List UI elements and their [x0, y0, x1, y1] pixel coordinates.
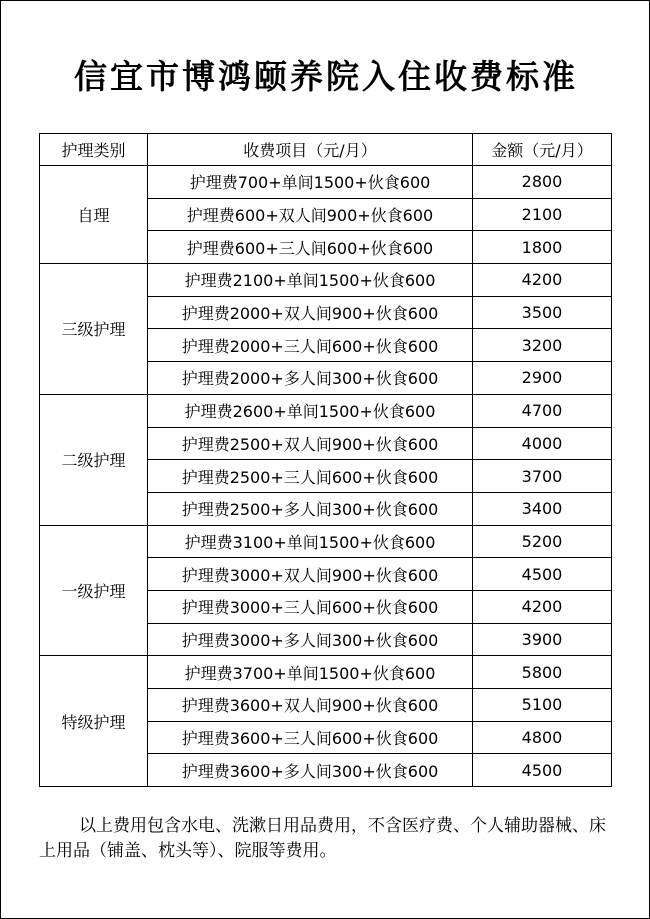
- fee-item-cell: 护理费600+三人间600+伙食600: [148, 231, 473, 264]
- fee-table: [39, 133, 612, 787]
- care-category-cell: 二级护理: [40, 394, 148, 525]
- amount-cell: 2100: [473, 198, 612, 231]
- table-row: [40, 166, 612, 199]
- header-amount: 金额（元/月）: [473, 134, 612, 166]
- table-header-row: [40, 134, 612, 166]
- amount-cell: 4200: [473, 590, 612, 623]
- amount-cell: 4500: [473, 558, 612, 591]
- footnote: 以上费用包含水电、洗漱日用品费用，不含医疗费、个人辅助器械、床上用品（铺盖、枕头等）、院服等费用。: [39, 816, 606, 861]
- table-row: [40, 656, 612, 689]
- amount-cell: 4800: [473, 721, 612, 754]
- amount-cell: 4200: [473, 264, 612, 297]
- fee-item-cell: 护理费2000+多人间300+伙食600: [148, 362, 473, 395]
- amount-cell: 3500: [473, 296, 612, 329]
- fee-item-cell: 护理费2600+单间1500+伙食600: [148, 394, 473, 427]
- fee-item-cell: 护理费2000+双人间900+伙食600: [148, 296, 473, 329]
- fee-item-cell: 护理费3000+双人间900+伙食600: [148, 558, 473, 591]
- amount-cell: 4700: [473, 394, 612, 427]
- amount-cell: 3200: [473, 329, 612, 362]
- amount-cell: 5200: [473, 525, 612, 558]
- amount-cell: 5100: [473, 689, 612, 722]
- fee-item-cell: 护理费2500+三人间600+伙食600: [148, 460, 473, 493]
- header-care-category: 护理类别: [40, 134, 148, 166]
- header-fee-items: 收费项目（元/月）: [148, 134, 473, 166]
- fee-item-cell: 护理费2500+双人间900+伙食600: [148, 427, 473, 460]
- care-category-cell: 特级护理: [40, 656, 148, 787]
- amount-cell: 2800: [473, 166, 612, 199]
- fee-item-cell: 护理费3000+多人间300+伙食600: [148, 623, 473, 656]
- amount-cell: 4500: [473, 754, 612, 787]
- fee-item-cell: 护理费600+双人间900+伙食600: [148, 198, 473, 231]
- amount-cell: 2900: [473, 362, 612, 395]
- fee-item-cell: 护理费3600+三人间600+伙食600: [148, 721, 473, 754]
- amount-cell: 3700: [473, 460, 612, 493]
- amount-cell: 5800: [473, 656, 612, 689]
- fee-item-cell: 护理费2100+单间1500+伙食600: [148, 264, 473, 297]
- table-row: [40, 264, 612, 297]
- care-category-cell: 三级护理: [40, 264, 148, 395]
- document-title: 信宜市博鸿颐养院入住收费标准: [74, 57, 578, 96]
- fee-item-cell: 护理费3000+三人间600+伙食600: [148, 590, 473, 623]
- fee-item-cell: 护理费3600+双人间900+伙食600: [148, 689, 473, 722]
- table-row: [40, 525, 612, 558]
- amount-cell: 3900: [473, 623, 612, 656]
- amount-cell: 3400: [473, 492, 612, 525]
- table-row: [40, 394, 612, 427]
- fee-table-body: [40, 166, 612, 787]
- fee-item-cell: 护理费3100+单间1500+伙食600: [148, 525, 473, 558]
- fee-item-cell: 护理费3700+单间1500+伙食600: [148, 656, 473, 689]
- fee-item-cell: 护理费2000+三人间600+伙食600: [148, 329, 473, 362]
- fee-item-cell: 护理费700+单间1500+伙食600: [148, 166, 473, 199]
- fee-item-cell: 护理费2500+多人间300+伙食600: [148, 492, 473, 525]
- care-category-cell: 一级护理: [40, 525, 148, 656]
- amount-cell: 1800: [473, 231, 612, 264]
- care-category-cell: 自理: [40, 166, 148, 264]
- fee-item-cell: 护理费3600+多人间300+伙食600: [148, 754, 473, 787]
- amount-cell: 4000: [473, 427, 612, 460]
